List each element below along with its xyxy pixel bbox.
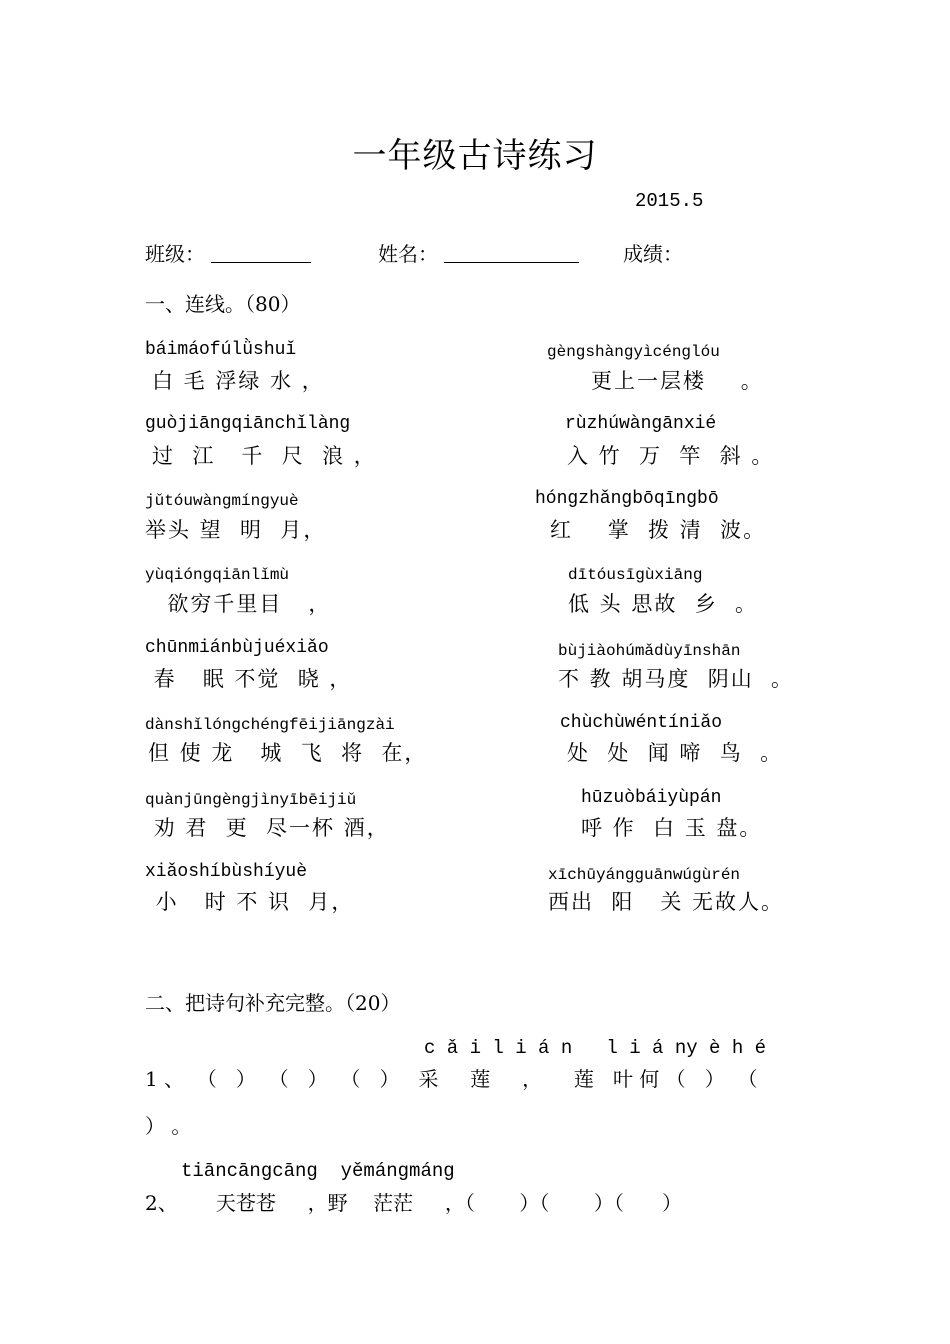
left-pinyin: chūnmiánbùjuéxiǎo: [145, 638, 329, 658]
section-2-heading: 二、把诗句补充完整。（20）: [145, 991, 401, 1015]
right-verse: 处 处 闻 啼 鸟 。: [567, 741, 784, 765]
left-verse: 过 江 千 尺 浪 ，: [152, 444, 377, 468]
class-blank: [211, 262, 311, 263]
left-pinyin: báimáofúlǜshuǐ: [145, 340, 297, 360]
left-pinyin: jǔtóuwàngmíngyuè: [145, 492, 299, 510]
item-1-pinyin: c ǎ i l i á n l i á ny è h é: [424, 1037, 767, 1059]
left-pinyin: guòjiāngqiānchǐlàng: [145, 414, 351, 434]
right-verse: 入 竹 万 竿 斜 。: [567, 444, 775, 468]
left-verse: 劝 君 更 尽一杯 酒，: [145, 816, 390, 840]
right-pinyin: hūzuòbáiyùpán: [581, 788, 722, 808]
name-label: 姓名：: [378, 242, 438, 266]
left-verse: 白 毛 浮绿 水 ，: [152, 369, 325, 393]
right-pinyin: chùchùwéntíniǎo: [560, 713, 723, 733]
item-1-line: 1 、 （ ） （ ） （ ） 采 莲 ， 莲 叶 何 （ ） （: [145, 1067, 758, 1091]
left-verse: 但 使 龙 城 飞 将 在，: [148, 741, 428, 765]
score-label: 成绩：: [623, 242, 683, 266]
right-pinyin: xīchūyángguānwúgùrén: [548, 866, 741, 884]
name-blank: [444, 262, 579, 263]
right-verse: 呼 作 白 玉 盘。: [581, 816, 763, 840]
right-pinyin: hóngzhǎngbōqīngbō: [535, 489, 719, 509]
right-pinyin: bùjiàohúmǎdùyīnshān: [558, 642, 741, 660]
date: 2015.5: [635, 190, 704, 212]
left-pinyin: quànjūngèngjìnyībēijiǔ: [145, 791, 357, 809]
item-1-line-continued: ） 。: [145, 1114, 192, 1138]
left-pinyin: xiǎoshíbùshíyuè: [145, 862, 308, 882]
left-verse: 小 时 不 识 月，: [147, 890, 355, 914]
left-verse: 春 眠 不觉 晓 ，: [145, 667, 353, 691]
item-2-pinyin: tiāncāngcāng yěmángmáng: [181, 1160, 455, 1182]
right-verse: 西出 阳 关 无故人。: [548, 890, 785, 914]
right-verse: 更上一层楼 。: [591, 369, 764, 393]
page-title: 一年级古诗练习: [352, 136, 598, 176]
item-2-line: 2、 天苍苍 ，野 茫茫 ，（ ）（ ）（ ）: [145, 1191, 683, 1215]
right-pinyin: rùzhúwàngānxié: [565, 414, 717, 434]
left-verse: 欲穷千里目 ，: [150, 592, 332, 616]
right-pinyin: dītóusīgùxiāng: [568, 566, 703, 584]
left-pinyin: dànshǐlóngchéngfēijiāngzài: [145, 716, 395, 734]
right-verse: 不 教 胡马度 阴山 。: [558, 667, 795, 691]
right-verse: 低 头 思故 乡 。: [568, 592, 759, 616]
right-verse: 红 掌 拨 清 波。: [550, 518, 767, 542]
right-pinyin: gèngshàngyìcénglóu: [547, 343, 720, 361]
left-verse: 举头 望 明 月，: [145, 518, 327, 542]
class-label: 班级：: [145, 242, 205, 266]
left-pinyin: yùqióngqiānlǐmù: [145, 566, 290, 584]
section-1-heading: 一、连线。（80）: [145, 292, 301, 316]
